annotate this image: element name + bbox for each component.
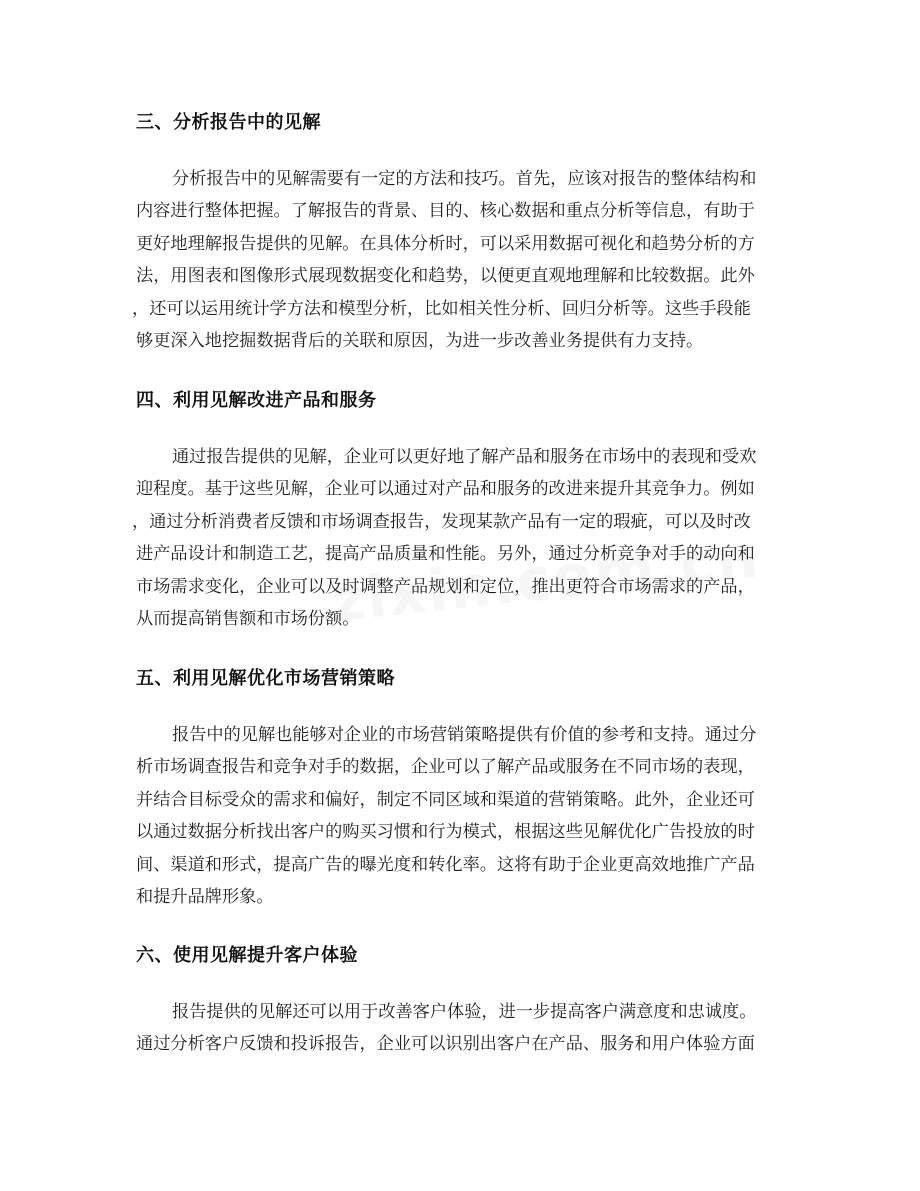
section-4 bbox=[132, 386, 786, 635]
paragraph-line: 报告提供的见解还可以用于改善客户体验，进一步提高客户满意度和忠诚度。 bbox=[172, 1002, 757, 1022]
paragraph-line: 以通过数据分析找出客户的购买习惯和行为模式，根据这些见解优化广告投放的时 bbox=[136, 822, 755, 843]
paragraph-line: 迎程度。基于这些见解，企业可以通过对产品和服务的改进来提升其竞争力。例如 bbox=[136, 479, 755, 500]
paragraph-line: ，通过分析消费者反馈和市场调查报告，发现某款产品有一定的瑕疵，可以及时改 bbox=[132, 511, 751, 532]
paragraph-line: 法，用图表和图像形式展现数据变化和趋势，以便更直观地理解和比较数据。此外 bbox=[136, 266, 755, 287]
section-heading: 三、分析报告中的见解 bbox=[136, 112, 321, 133]
paragraph-line: 析市场调查报告和竞争对手的数据，企业可以了解产品或服务在不同市场的表现， bbox=[136, 757, 755, 778]
paragraph-line: 更好地理解报告提供的见解。在具体分析时，可以采用数据可视化和趋势分析的方 bbox=[136, 233, 755, 254]
paragraph-line: 和提升品牌形象。 bbox=[136, 887, 274, 908]
paragraph-line: 内容进行整体把握。了解报告的背景、目的、核心数据和重点分析等信息，有助于 bbox=[136, 201, 755, 222]
section-heading: 四、利用见解改进产品和服务 bbox=[136, 390, 377, 411]
paragraph-line: 分析报告中的见解需要有一定的方法和技巧。首先，应该对报告的整体结构和 bbox=[172, 169, 757, 189]
paragraph-line: ，还可以运用统计学方法和模型分析，比如相关性分析、回归分析等。这些手段能 bbox=[132, 298, 751, 319]
paragraph-line: 通过报告提供的见解，企业可以更好地了解产品和服务在市场中的表现和受欢 bbox=[172, 447, 757, 467]
section-3 bbox=[132, 108, 786, 357]
section-6 bbox=[136, 941, 786, 1061]
paragraph-line: 并结合目标受众的需求和偏好，制定不同区域和渠道的营销策略。此外，企业还可 bbox=[136, 789, 755, 810]
paragraph-line: 通过分析客户反馈和投诉报告，企业可以识别出客户在产品、服务和用户体验方面 bbox=[136, 1034, 755, 1055]
paragraph-line: 间、渠道和形式，提高广告的曝光度和转化率。这将有助于企业更高效地推广产品 bbox=[136, 854, 755, 875]
paragraph-line: 进产品设计和制造工艺，提高产品质量和性能。另外，通过分析竞争对手的动向和 bbox=[136, 544, 755, 565]
paragraph-line: 从而提高销售额和市场份额。 bbox=[136, 609, 360, 630]
paragraph-line: 报告中的见解也能够对企业的市场营销策略提供有价值的参考和支持。通过分 bbox=[172, 725, 757, 745]
section-5 bbox=[136, 664, 786, 913]
paragraph-line: 市场需求变化，企业可以及时调整产品规划和定位，推出更符合市场需求的产品， bbox=[136, 576, 755, 597]
paragraph-line: 够更深入地挖掘数据背后的关联和原因，为进一步改善业务提供有力支持。 bbox=[136, 331, 704, 352]
section-heading: 五、利用见解优化市场营销策略 bbox=[136, 668, 395, 689]
section-heading: 六、使用见解提升客户体验 bbox=[136, 945, 358, 966]
